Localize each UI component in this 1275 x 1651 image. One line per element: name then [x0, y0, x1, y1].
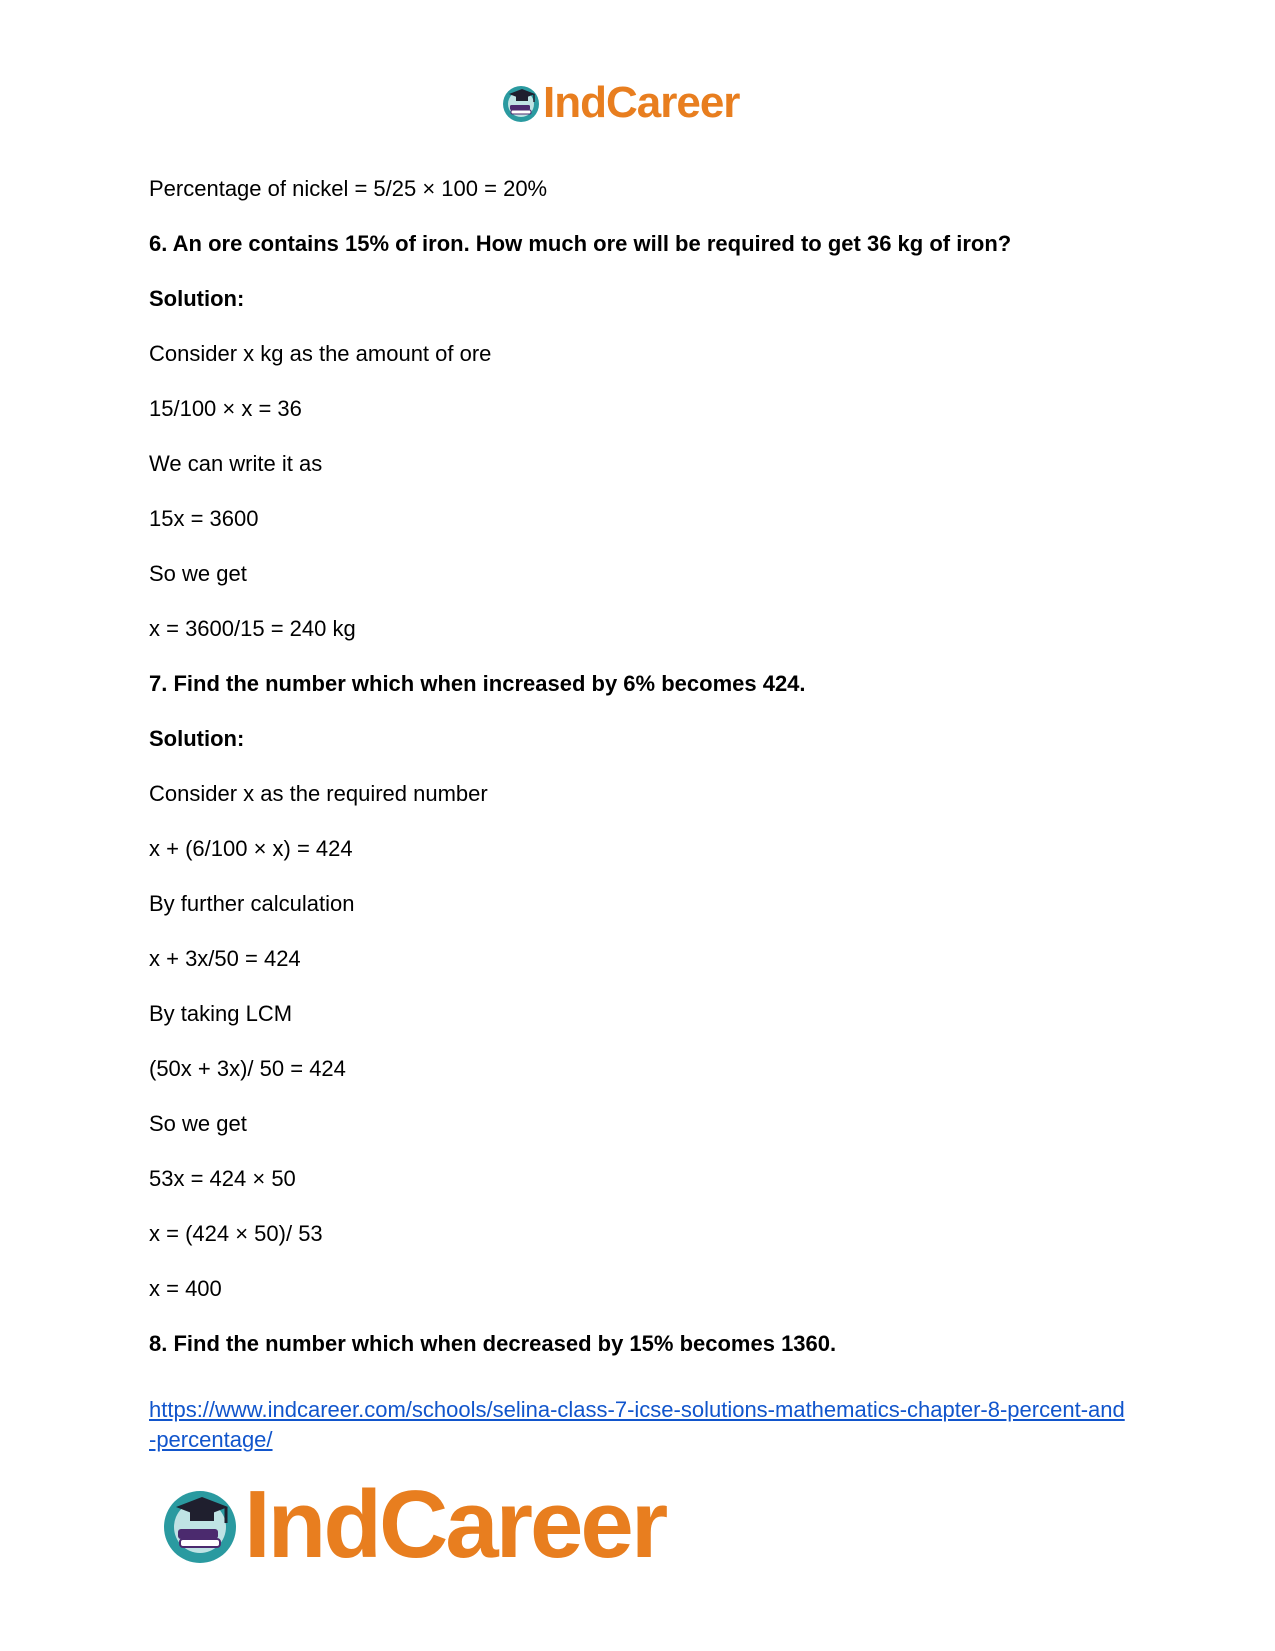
- solution-text: Percentage of nickel = 5/25 × 100 = 20%: [149, 176, 548, 201]
- logo-text: IndCareer: [543, 78, 740, 127]
- solution-text: x = 400: [149, 1276, 222, 1301]
- solution-text: So we get: [149, 561, 247, 586]
- question-heading: 7. Find the number which when increased by 6% becomes 424.: [149, 671, 806, 696]
- header-logo: [501, 78, 739, 128]
- solution-text: (50x + 3x)/ 50 = 424: [149, 1056, 346, 1081]
- question-heading: Solution:: [149, 286, 245, 311]
- solution-text: 53x = 424 × 50: [149, 1166, 296, 1191]
- solution-text: So we get: [149, 1111, 247, 1136]
- solution-text: By further calculation: [149, 891, 355, 916]
- solution-text: 15/100 × x = 36: [149, 396, 302, 421]
- solution-text: By taking LCM: [149, 1001, 293, 1026]
- solution-text: We can write it as: [149, 451, 323, 476]
- source-link[interactable]: https://www.indcareer.com/schools/selina-class-7-icse-solutions-mathematics-chapter-8-percent-and-percentage/: [149, 1397, 1125, 1452]
- solution-text: x = (424 × 50)/ 53: [149, 1221, 323, 1246]
- footer-logo: [160, 1470, 665, 1580]
- solution-text: Consider x kg as the amount of ore: [149, 341, 492, 366]
- question-heading: 6. An ore contains 15% of iron. How much ore will be required to get 36 kg of iron?: [149, 231, 1012, 256]
- graduation-book-icon: [160, 1485, 240, 1565]
- logo-text: IndCareer: [244, 1471, 666, 1578]
- question-heading: Solution:: [149, 726, 245, 751]
- solution-text: x + 3x/50 = 424: [149, 946, 301, 971]
- question-heading: 8. Find the number which when decreased by 15% becomes 1360.: [149, 1331, 837, 1356]
- graduation-book-icon: [501, 83, 541, 123]
- solution-text: 15x = 3600: [149, 506, 259, 531]
- solution-text: x + (6/100 × x) = 424: [149, 836, 353, 861]
- document-body: [149, 176, 1129, 1386]
- solution-text: Consider x as the required number: [149, 781, 488, 806]
- solution-text: x = 3600/15 = 240 kg: [149, 616, 356, 641]
